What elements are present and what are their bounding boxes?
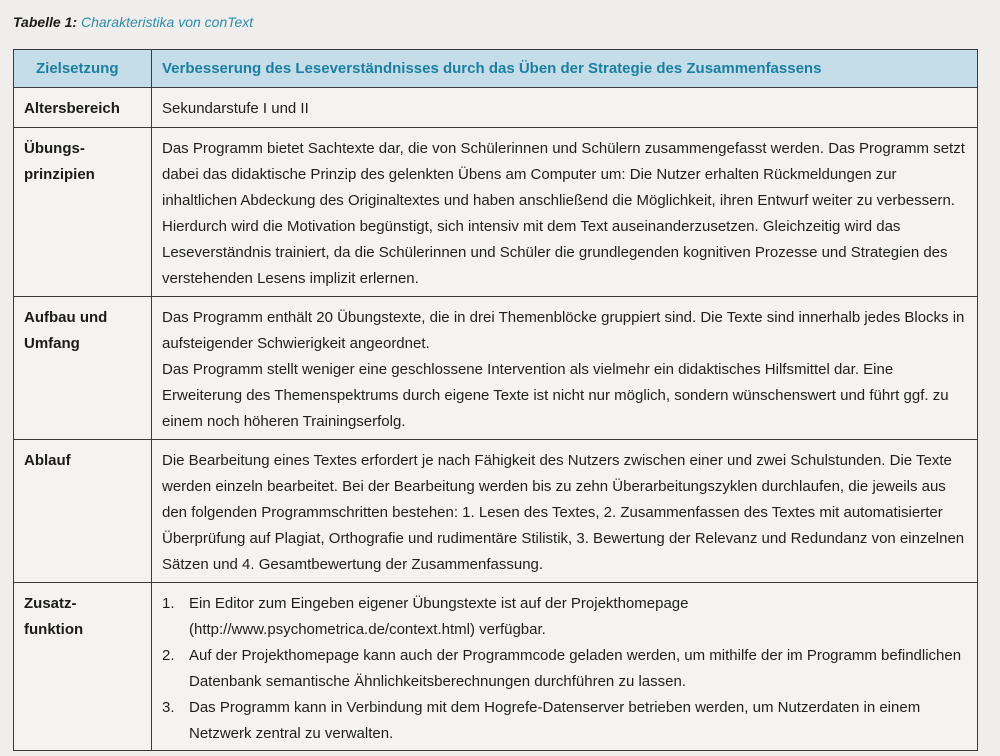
row-value-aufbau [152,297,977,439]
list-item [162,695,967,747]
row-label-uebungsprinzipien [14,128,152,296]
list-item-number: 2. [162,647,175,664]
list-item [162,591,967,643]
table-caption [13,13,253,31]
list-item-number: 3. [162,699,175,716]
list-item-number: 1. [162,595,175,612]
table-header-row [14,50,977,88]
row-paragraph: Die Bearbeitung eines Textes erfordert je nach Fähigkeit des Nutzers zwischen einer und zwei Schulstunden. Die Texte werden einzeln bearbeitet. Bei der Bearbeitung werden bis zu zehn Überarbeitungszyklen durchlaufen, die jeweils aus den folgenden Programmschritten bestehen: 1. Lesen des Textes, 2. Zusammenfassen des Textes mit automatisierter Überprüfung auf Plagiat, Orthografie und rudimentäre Stilistik, 3. Bewertung der Relevanz und Redundanz von einzelnen Sätzen und 4. Gesamtbewertung der Zusammenfassung. [162,452,965,573]
characteristics-table [13,49,978,751]
function-list [162,591,967,747]
row-label-text: Altersbereich [24,100,120,117]
list-item-text: Ein Editor zum Eingeben eigener Übungstexte ist auf der Projekthomepage (http://www.psychometrica.de/context.html) verfügbar. [189,595,689,638]
table-row [14,88,977,128]
row-label-line: prinzipien [24,166,95,183]
row-paragraph: Das Programm stellt weniger eine geschlossene Intervention als vielmehr ein didaktisches Hilfsmittel dar. Eine Erweiterung des Themenspektrums durch eigene Texte ist nicht nur möglich, sondern wünschenswert und führt ggf. zu einem noch höheren Trainingserfolg. [162,361,949,430]
row-label-line: funktion [24,621,84,638]
list-item-text: Auf der Projekthomepage kann auch der Programmcode geladen werden, um mithilfe der im Programm befindlichen Datenbank semantische Ähnlichkeitsberechnungen durchführen zu lassen. [189,647,962,690]
header-value: Verbesserung des Leseverständnisses durch das Üben der Strategie des Zusammenfassens [162,60,822,77]
row-value-zusatzfunktion [152,583,977,750]
row-label-ablauf [14,440,152,582]
header-label: Zielsetzung [14,50,152,87]
row-paragraph: Das Programm enthält 20 Übungstexte, die in drei Themenblöcke gruppiert sind. Die Texte sind innerhalb jedes Blocks in aufsteigender Schwierigkeit angeordnet. [162,309,965,352]
list-item-text: Das Programm kann in Verbindung mit dem Hogrefe-Datenserver betrieben werden, um Nutzerdaten in einem Netzwerk zentral zu verwalten. [189,699,921,742]
table-row [14,297,977,440]
row-label-line: Aufbau und [24,309,108,326]
row-value-uebungsprinzipien [152,128,977,296]
row-value-ablauf [152,440,977,582]
list-item [162,643,967,695]
caption-label: Tabelle 1: [13,14,78,30]
row-label-line: Übungs- [24,140,85,157]
table-row [14,583,977,750]
row-label-text: Ablauf [24,452,71,469]
row-paragraph: Das Programm bietet Sachtexte dar, die von Schülerinnen und Schülern zusammengefasst werden. Das Programm setzt dabei das didaktische Prinzip des gelenkten Übens am Computer um: Die Nutzer erhalten Rückmeldungen zur inhaltlichen Abdeckung des Originaltextes und haben anschließend die Möglichkeit, ihren Entwurf weiter zu verbessern. Hierdurch wird die Motivation begünstigt, sich intensiv mit dem Text auseinanderzusetzen. Gleichzeitig wird das Leseverständnis trainiert, da die Schülerinnen und Schüler die grundlegenden kognitiven Prozesse und Strategien des verstehenden Lesens implizit erlernen. [162,140,965,287]
row-label-zusatzfunktion [14,583,152,750]
row-label-line: Zusatz- [24,595,77,612]
row-paragraph: Sekundarstufe I und II [162,100,309,117]
row-label-aufbau [14,297,152,439]
table-row [14,128,977,297]
row-label-line: Umfang [24,335,80,352]
caption-title: Charakteristika von conText [80,14,254,30]
row-label-altersbereich [14,88,152,127]
table-row [14,440,977,583]
row-value-altersbereich [152,88,977,127]
